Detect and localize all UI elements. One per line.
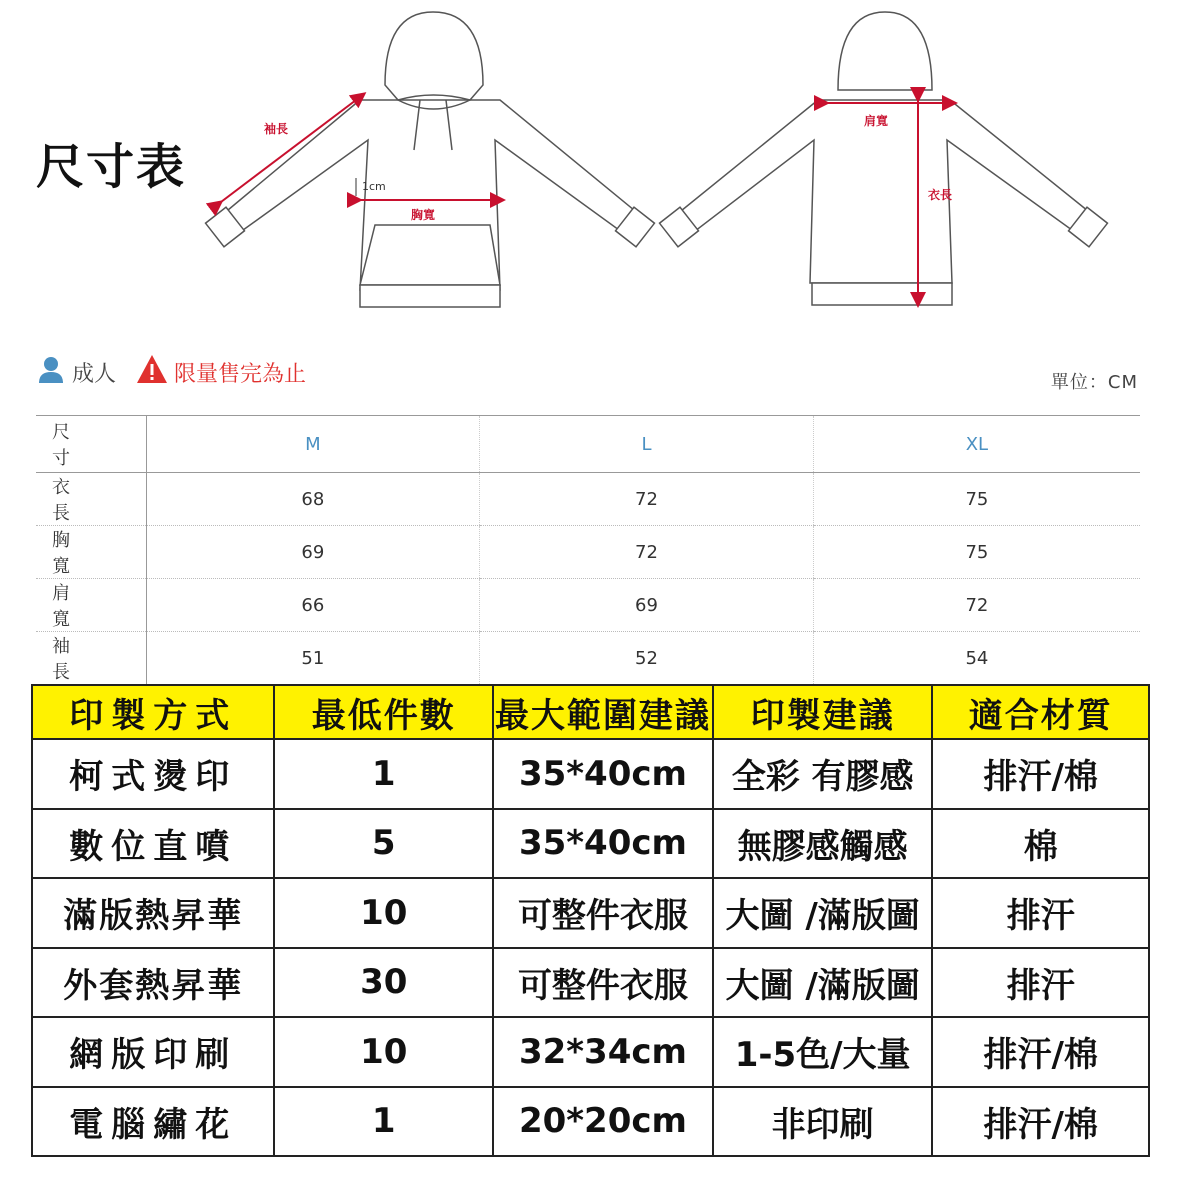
- max-area-cell: 35*40cm: [493, 809, 713, 879]
- chest-width-label: 胸寬: [411, 208, 436, 222]
- table-row: [32, 1017, 1149, 1087]
- header-method: 印製方式: [32, 685, 274, 739]
- cell-value: 69: [146, 526, 480, 579]
- method-cell: 網版印刷: [32, 1017, 274, 1087]
- front-hoodie: [206, 12, 655, 307]
- method-cell: 外套熱昇華: [32, 948, 274, 1018]
- table-row: [32, 739, 1149, 809]
- adult-label: 成人: [72, 361, 117, 387]
- cell-value: 68: [146, 473, 480, 526]
- table-row: [36, 473, 1140, 526]
- offset-label: 1cm: [362, 180, 386, 193]
- hoodie-diagram: [0, 0, 1181, 330]
- suggestion-cell: 大圖 /滿版圖: [713, 948, 933, 1018]
- max-area-cell: 35*40cm: [493, 739, 713, 809]
- min-qty-cell: 30: [274, 948, 493, 1018]
- size-l: L: [480, 416, 814, 473]
- method-cell: 柯式燙印: [32, 739, 274, 809]
- cell-value: 54: [813, 632, 1140, 685]
- table-row: [32, 878, 1149, 948]
- size-header-row: [36, 416, 1140, 473]
- row-label: 袖 長: [36, 632, 146, 685]
- suggestion-cell: 非印刷: [713, 1087, 933, 1157]
- header-suggestion: 印製建議: [713, 685, 933, 739]
- legend: [36, 356, 306, 388]
- shoulder-width-label: 肩寬: [864, 114, 889, 128]
- size-table: [36, 415, 1140, 685]
- sleeve-length-label: 袖長: [264, 122, 289, 136]
- max-area-cell: 20*20cm: [493, 1087, 713, 1157]
- table-row: [32, 1087, 1149, 1157]
- cell-value: 75: [813, 473, 1140, 526]
- page-title: 尺寸表: [36, 139, 187, 195]
- back-hoodie: [660, 12, 1108, 305]
- table-row: [36, 526, 1140, 579]
- method-cell: 滿版熱昇華: [32, 878, 274, 948]
- cell-value: 69: [480, 579, 814, 632]
- cell-value: 72: [813, 579, 1140, 632]
- max-area-cell: 可整件衣服: [493, 878, 713, 948]
- suggestion-cell: 大圖 /滿版圖: [713, 878, 933, 948]
- material-cell: 排汗/棉: [932, 1087, 1149, 1157]
- min-qty-cell: 1: [274, 1087, 493, 1157]
- material-cell: 棉: [932, 809, 1149, 879]
- table-row: [36, 632, 1140, 685]
- print-header-row: [32, 685, 1149, 739]
- suggestion-cell: 1-5色/大量: [713, 1017, 933, 1087]
- min-qty-cell: 5: [274, 809, 493, 879]
- max-area-cell: 可整件衣服: [493, 948, 713, 1018]
- row-label: 肩 寬: [36, 579, 146, 632]
- row-label: 衣 長: [36, 473, 146, 526]
- table-row: [36, 579, 1140, 632]
- cell-value: 75: [813, 526, 1140, 579]
- min-qty-cell: 10: [274, 1017, 493, 1087]
- suggestion-cell: 無膠感觸感: [713, 809, 933, 879]
- size-xl: XL: [813, 416, 1140, 473]
- cell-value: 52: [480, 632, 814, 685]
- header-max-area: 最大範圍建議: [493, 685, 713, 739]
- max-area-cell: 32*34cm: [493, 1017, 713, 1087]
- suggestion-cell: 全彩 有膠感: [713, 739, 933, 809]
- cell-value: 72: [480, 473, 814, 526]
- table-row: [32, 809, 1149, 879]
- method-cell: 數位直噴: [32, 809, 274, 879]
- person-icon: [36, 354, 66, 390]
- method-cell: 電腦繡花: [32, 1087, 274, 1157]
- body-length-label: 衣長: [928, 188, 953, 202]
- material-cell: 排汗: [932, 948, 1149, 1018]
- min-qty-cell: 1: [274, 739, 493, 809]
- material-cell: 排汗: [932, 878, 1149, 948]
- min-qty-cell: 10: [274, 878, 493, 948]
- cell-value: 51: [146, 632, 480, 685]
- header-material: 適合材質: [932, 685, 1149, 739]
- cell-value: 72: [480, 526, 814, 579]
- material-cell: 排汗/棉: [932, 739, 1149, 809]
- size-m: M: [146, 416, 480, 473]
- hoodie-illustration: [0, 0, 1181, 330]
- size-header-label: 尺 寸: [36, 416, 146, 473]
- print-method-table: [31, 684, 1150, 1157]
- unit-label: 單位：CM: [1050, 372, 1138, 393]
- limited-label: 限量售完為止: [174, 361, 307, 387]
- table-row: [32, 948, 1149, 1018]
- warning-icon: [136, 354, 168, 390]
- row-label: 胸 寬: [36, 526, 146, 579]
- cell-value: 66: [146, 579, 480, 632]
- material-cell: 排汗/棉: [932, 1017, 1149, 1087]
- header-min-qty: 最低件數: [274, 685, 493, 739]
